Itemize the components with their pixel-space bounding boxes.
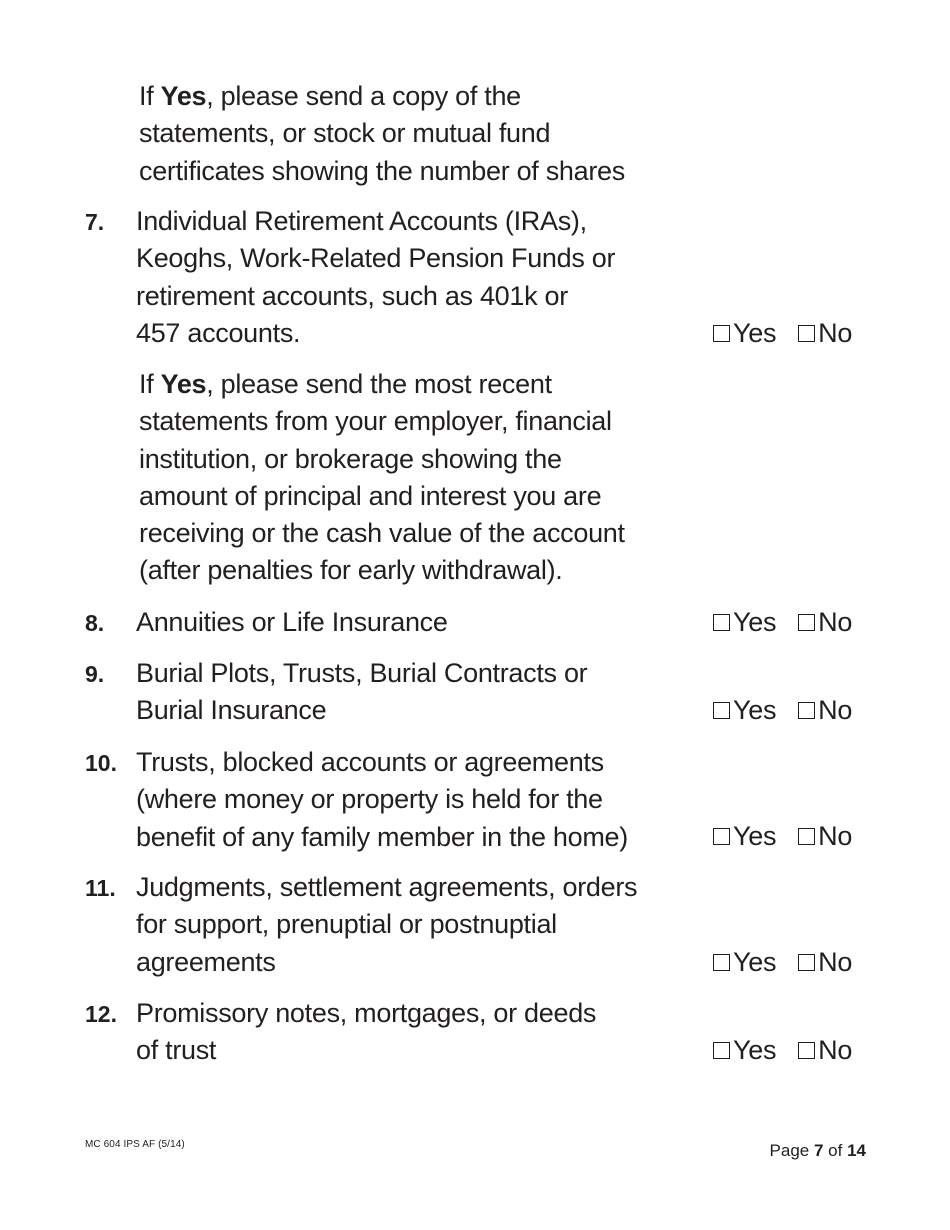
no-checkbox[interactable] bbox=[798, 954, 815, 971]
no-option[interactable]: No bbox=[798, 1035, 852, 1066]
yes-option[interactable]: Yes bbox=[713, 947, 776, 978]
item-label: Trusts, blocked accounts or agreements (where money or property is held for the benefit of any family member in the home) bbox=[136, 747, 628, 852]
yes-emphasis: Yes bbox=[160, 369, 207, 399]
yes-checkbox[interactable] bbox=[713, 954, 730, 971]
item-number: 11. bbox=[85, 875, 116, 901]
item-label: Promissory notes, mortgages, or deeds of trust bbox=[136, 998, 597, 1066]
no-checkbox[interactable] bbox=[798, 1042, 815, 1059]
no-checkbox[interactable] bbox=[798, 614, 815, 631]
yes-checkbox[interactable] bbox=[713, 325, 730, 342]
yes-emphasis: Yes bbox=[160, 81, 207, 111]
no-checkbox[interactable] bbox=[798, 325, 815, 342]
shares-note: If Yes, please send a copy of the statements, or stock or mutual fund certificates showing the number of shares bbox=[139, 81, 625, 186]
yes-option[interactable]: Yes bbox=[713, 821, 776, 852]
item-number: 9. bbox=[85, 661, 105, 687]
no-checkbox[interactable] bbox=[798, 828, 815, 845]
yes-checkbox[interactable] bbox=[713, 1042, 730, 1059]
no-option[interactable]: No bbox=[798, 318, 852, 349]
yes-checkbox[interactable] bbox=[713, 702, 730, 719]
item-number: 8. bbox=[85, 610, 105, 636]
form-code: MC 604 IPS AF (5/14) bbox=[85, 1139, 185, 1150]
yes-option[interactable]: Yes bbox=[713, 607, 776, 638]
no-option[interactable]: No bbox=[798, 695, 852, 726]
yes-checkbox[interactable] bbox=[713, 828, 730, 845]
yes-no-group bbox=[713, 604, 852, 641]
no-option[interactable]: No bbox=[798, 607, 852, 638]
item-number: 12. bbox=[85, 1001, 117, 1027]
item-label: Burial Plots, Trusts, Burial Contracts or Burial Insurance bbox=[136, 658, 588, 726]
no-checkbox[interactable] bbox=[798, 702, 815, 719]
yes-checkbox[interactable] bbox=[713, 614, 730, 631]
item-number: 7. bbox=[85, 209, 105, 235]
ira-note: If Yes, please send the most recent statements from your employer, financial institution, or brokerage showing the amount of principal and interest you are receiving or the cash value of the account (after penalties for early withdrawal). bbox=[139, 369, 625, 586]
yes-option[interactable]: Yes bbox=[713, 695, 776, 726]
yes-option[interactable]: Yes bbox=[713, 1035, 776, 1066]
page-number: Page 7 of 14 bbox=[769, 1141, 866, 1160]
item-label: Individual Retirement Accounts (IRAs), Keoghs, Work-Related Pension Funds or retirement accounts, such as 401k or 457 accounts. bbox=[136, 206, 616, 348]
item-label: Annuities or Life Insurance bbox=[136, 607, 448, 637]
yes-no-group bbox=[713, 692, 852, 729]
item-label: Judgments, settlement agreements, orders for support, prenuptial or postnuptial agreements bbox=[136, 872, 638, 977]
no-option[interactable]: No bbox=[798, 821, 852, 852]
no-option[interactable]: No bbox=[798, 947, 852, 978]
yes-no-group bbox=[713, 818, 852, 855]
yes-no-group bbox=[713, 1032, 852, 1069]
yes-no-group bbox=[713, 315, 852, 352]
yes-option[interactable]: Yes bbox=[713, 318, 776, 349]
yes-no-group bbox=[713, 944, 852, 981]
item-number: 10. bbox=[85, 750, 117, 776]
